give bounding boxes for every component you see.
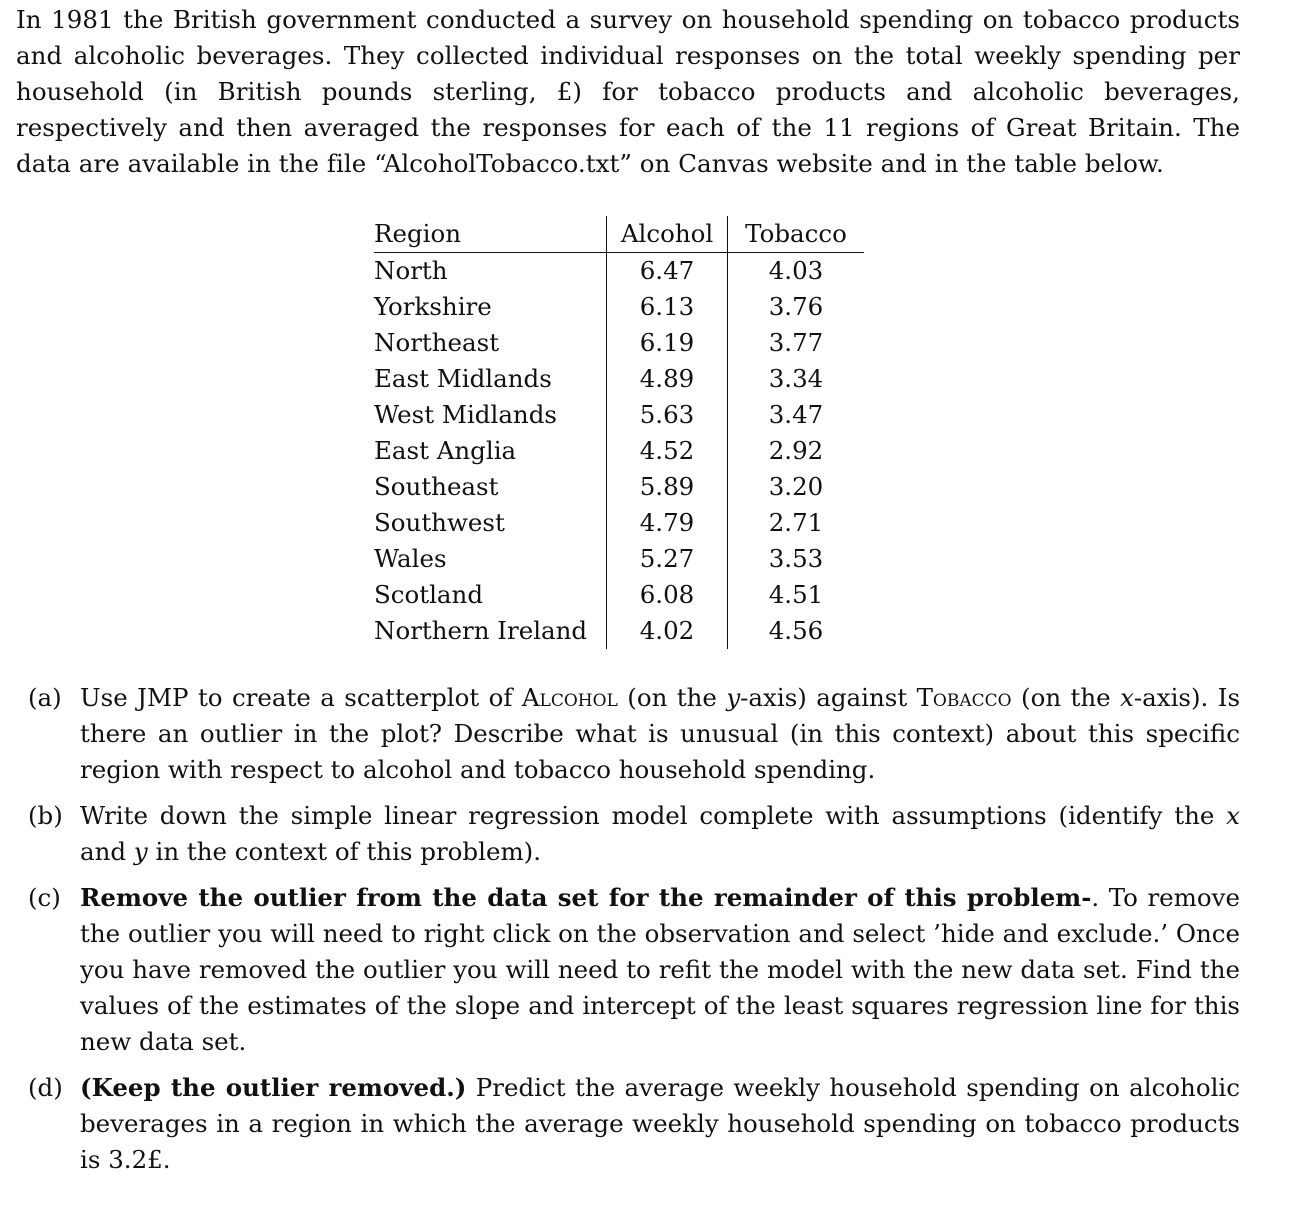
cell-region: West Midlands	[374, 400, 557, 429]
cell-tobacco: 4.51	[768, 580, 824, 609]
variable-y: y	[726, 683, 741, 712]
cell-alcohol: 4.02	[607, 613, 728, 649]
table-row	[374, 541, 864, 577]
cell-alcohol: 6.47	[607, 253, 728, 290]
cell-tobacco: 3.47	[768, 400, 824, 429]
question-a-part: Use JMP to create a scatterplot of	[80, 683, 522, 712]
table-row	[374, 505, 864, 541]
data-table-wrapper	[374, 216, 864, 649]
cell-tobacco: 3.53	[768, 544, 824, 573]
cell-region: Yorkshire	[374, 292, 492, 321]
variable-tobacco: Tobacco	[916, 683, 1012, 712]
cell-region: Scotland	[374, 580, 484, 609]
table-row	[374, 469, 864, 505]
question-a	[16, 680, 1240, 788]
cell-tobacco: 3.34	[768, 364, 824, 393]
table-row	[374, 397, 864, 433]
cell-tobacco: 3.77	[768, 328, 824, 357]
table-row	[374, 289, 864, 325]
cell-alcohol: 4.89	[607, 361, 728, 397]
header-tobacco: Tobacco	[728, 216, 865, 253]
question-b	[16, 798, 1240, 870]
question-d	[16, 1070, 1240, 1178]
question-a-part: (on the	[1011, 683, 1121, 712]
question-b-part: and	[80, 837, 134, 866]
cell-region: Northeast	[374, 328, 500, 357]
variable-alcohol: Alcohol	[521, 683, 618, 712]
question-a-text	[80, 683, 1240, 784]
question-b-text	[80, 801, 1240, 866]
table-row	[374, 253, 864, 290]
question-a-part: (on the	[617, 683, 727, 712]
cell-region: East Midlands	[374, 364, 552, 393]
table-row	[374, 325, 864, 361]
cell-region: Southwest	[374, 508, 505, 537]
cell-region: Southeast	[374, 472, 499, 501]
question-b-part: Write down the simple linear regression model complete with assumptions (identify the	[80, 801, 1227, 830]
problem-page	[16, 2, 1240, 182]
intro-paragraph: In 1981 the British government conducted a survey on household spending on tobacco products and alcoholic beverages. They collected individual responses on the total weekly spending per household (in British pounds sterling, £) for tobacco products and alcoholic beverages, respectively and then averaged the responses for each of the 11 regions of Great Britain. The data are available in the file “AlcoholTobacco.txt” on Canvas website and in the table below.	[16, 5, 1240, 178]
header-alcohol: Alcohol	[607, 216, 728, 253]
table-row	[374, 613, 864, 649]
table-row	[374, 433, 864, 469]
cell-alcohol: 4.52	[607, 433, 728, 469]
cell-alcohol: 6.19	[607, 325, 728, 361]
cell-tobacco: 2.92	[768, 436, 824, 465]
header-region: Region	[374, 216, 607, 253]
question-a-label: (a)	[28, 683, 62, 712]
cell-region: East Anglia	[374, 436, 517, 465]
cell-tobacco: 4.03	[768, 256, 824, 285]
question-d-body: Predict the average weekly household spending on alcoholic beverages in a region in which the average weekly household spending on tobacco products is 3.2£.	[80, 1073, 1240, 1174]
question-d-label: (d)	[28, 1073, 63, 1102]
question-b-label: (b)	[28, 801, 63, 830]
question-d-emphasis: (Keep the outlier removed.)	[80, 1073, 467, 1102]
question-c	[16, 880, 1240, 1060]
data-table	[374, 216, 864, 649]
cell-alcohol: 5.27	[607, 541, 728, 577]
cell-tobacco: 4.56	[768, 616, 824, 645]
cell-alcohol: 6.13	[607, 289, 728, 325]
table-header-row	[374, 216, 864, 253]
cell-tobacco: 3.76	[768, 292, 824, 321]
question-c-text	[80, 883, 1240, 1056]
cell-alcohol: 4.79	[607, 505, 728, 541]
question-d-text	[80, 1073, 1240, 1174]
question-list	[16, 680, 1240, 1188]
question-c-emphasis: Remove the outlier from the data set for the remainder of this problem-	[80, 883, 1092, 912]
question-c-label: (c)	[28, 883, 61, 912]
cell-tobacco: 2.71	[768, 508, 824, 537]
cell-alcohol: 5.89	[607, 469, 728, 505]
table-row	[374, 361, 864, 397]
question-c-body: . To remove the outlier you will need to right click on the observation and select ’hide and exclude.’ Once you have removed the outlier you will need to refit the model with the new data set. Find the values of the estimates of the slope and intercept of the least squares regression line for this new data set.	[80, 883, 1240, 1056]
question-a-part: -axis) against	[740, 683, 917, 712]
question-b-part: in the context of this problem).	[147, 837, 542, 866]
cell-tobacco: 3.20	[768, 472, 824, 501]
variable-x: x	[1226, 801, 1240, 830]
question-a-part: -axis). Is there an outlier in the plot? Describe what is unusual (in this context) about this specific region with respect to alcohol and tobacco household spending.	[80, 683, 1241, 784]
variable-x: x	[1120, 683, 1134, 712]
cell-alcohol: 6.08	[607, 577, 728, 613]
cell-region: Northern Ireland	[374, 616, 588, 645]
cell-region: Wales	[374, 544, 447, 573]
variable-y: y	[133, 837, 148, 866]
table-row	[374, 577, 864, 613]
cell-region: North	[374, 256, 448, 285]
cell-alcohol: 5.63	[607, 397, 728, 433]
